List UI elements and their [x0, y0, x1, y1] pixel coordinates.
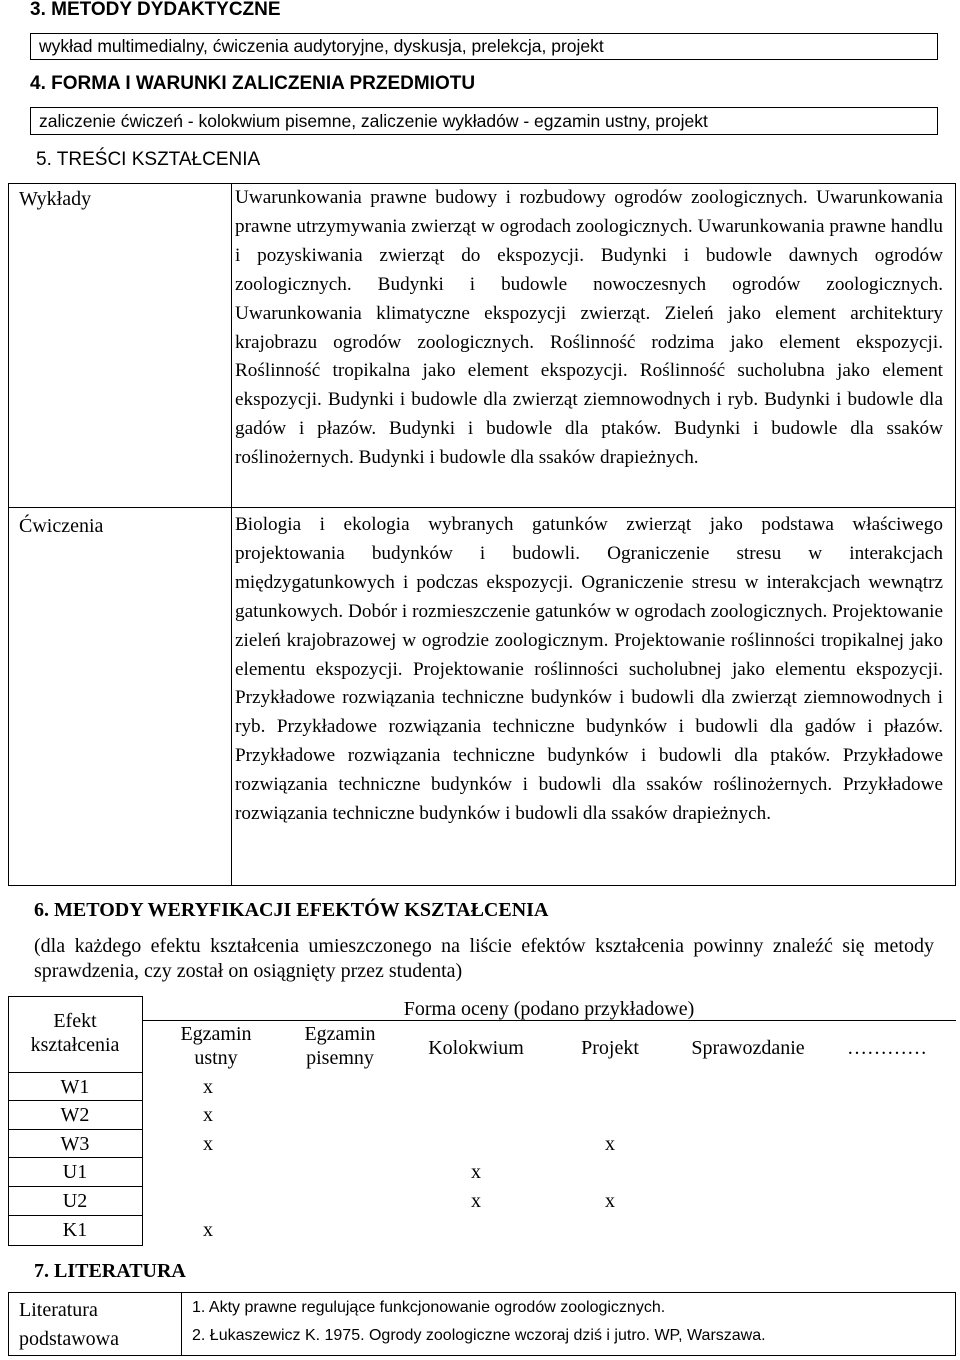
exercises-label: Ćwiczenia: [19, 515, 104, 537]
assessment-mark: x: [471, 1161, 481, 1183]
table-divider: [9, 507, 955, 508]
section-6-heading: 6. METODY WERYFIKACJI EFEKTÓW KSZTAŁCENIA: [34, 899, 549, 921]
literature-item: 1. Akty prawne regulujące funkcjonowanie ogrodów zoologicznych.: [192, 1299, 666, 1316]
effect-code: U2: [62, 1190, 88, 1212]
effect-code: U1: [62, 1161, 88, 1183]
section-6-note: (dla każdego efektu kształcenia umieszczonego na liście efektów kształcenia powinny znaleźć się metody sprawdzenia, czy został on osiągnięty przez studenta): [34, 935, 934, 982]
table-divider: [181, 1293, 182, 1355]
assessment-mark: x: [605, 1133, 615, 1155]
assessment-form-header: Forma oceny (podano przykładowe): [403, 998, 695, 1020]
course-content-table: [8, 183, 956, 886]
literature-item: 2. Łukaszewicz K. 1975. Ogrody zoologiczne wczoraj dziś i jutro. WP, Warszawa.: [192, 1327, 766, 1344]
assessment-mark: x: [605, 1190, 615, 1212]
literature-table: [8, 1292, 956, 1356]
section-4-content: zaliczenie ćwiczeń - kolokwium pisemne, zaliczenie wykładów - egzamin ustny, projekt: [30, 107, 938, 135]
lectures-label: Wykłady: [19, 188, 92, 210]
section-3-heading: 3. METODY DYDAKTYCZNE: [30, 0, 281, 20]
effect-code: K1: [62, 1219, 88, 1241]
basic-literature-label: Literatura podstawowa: [19, 1299, 119, 1350]
section-3-content: wykład multimedialny, ćwiczenia audytoryjne, dyskusja, prelekcja, projekt: [30, 33, 938, 60]
table-divider: [231, 184, 232, 885]
effect-code: W3: [60, 1133, 90, 1155]
lectures-content: Uwarunkowania prawne budowy i rozbudowy ogrodów zoologicznych. Uwarunkowania prawne utrzymywania zwierząt w ogrodach zoologicznych. Uwarunkowania prawne handlu i pozyskiwania zwierząt do ekspozycji. Budynki i budowle dawnych ogrodów zoologicznych. Budynki i budowle nowoczesnych ogrodów zoologicznych. Uwarunkowania klimatyczne ekspozycji zwierząt. Zieleń jako element architektury krajobrazu ogrodów zoologicznych. Roślinność rodzima jako element ekspozycji. Roślinność tropikalna jako element ekspozycji. Roślinność sucholubna jako element ekspozycji. Budynki i budowle dla zwierząt ziemnowodnych i ryb. Budynki i budowle dla gadów i płazów. Budynki i budowle dla ptaków. Budynki i budowle dla ssaków roślinożernych. Budynki i budowle dla ssaków drapieżnych.: [235, 187, 943, 469]
effect-code: W2: [60, 1104, 90, 1126]
exercises-content: Biologia i ekologia wybranych gatunków zwierząt jako podstawa właściwego projektowania budynków i budowli. Ograniczenie stresu w interakcjach międzygatunkowych i podczas ekspozycji. Ograniczenie stresu w interakcjach wewnątrz gatunkowych. Dobór i rozmieszczenie gatunków w ogrodach zoologicznych. Projektowanie zieleń krajobrazowej w ogrodzie zoologicznym. Projektowanie roślinności tropikalnej jako elementu ekspozycji. Projektowanie roślinności sucholubnej jako elementu ekspozycji. Przykładowe rozwiązania techniczne budynków i budowli dla zwierząt ziemnowodnych i ryb. Przykładowe rozwiązania techniczne budynków i budowli dla gadów i płazów. Przykładowe rozwiązania techniczne budynków i budowli dla ptaków. Przykładowe rozwiązania techniczne budynków i budowli dla ssaków roślinożernych. Przykładowe rozwiązania techniczne budynków i budowli dla ssaków drapieżnych.: [235, 514, 943, 825]
column-header-report: Sprawozdanie: [691, 1037, 805, 1059]
column-header-colloquium: Kolokwium: [428, 1037, 524, 1059]
column-header-other: …………: [847, 1037, 927, 1059]
column-header-written-exam: Egzamin pisemny: [304, 1023, 376, 1069]
assessment-mark: x: [203, 1133, 213, 1155]
assessment-mark: x: [471, 1190, 481, 1212]
assessment-mark: x: [203, 1076, 213, 1098]
assessment-table: [8, 996, 956, 1246]
assessment-mark: x: [203, 1219, 213, 1241]
assessment-mark: x: [203, 1104, 213, 1126]
section-5-heading: 5. TREŚCI KSZTAŁCENIA: [36, 149, 261, 170]
section-4-heading: 4. FORMA I WARUNKI ZALICZENIA PRZEDMIOTU: [30, 73, 476, 94]
effect-header: Efekt kształcenia: [30, 1010, 120, 1056]
section-7-heading: 7. LITERATURA: [34, 1260, 186, 1282]
effect-code: W1: [60, 1076, 90, 1098]
column-header-project: Projekt: [581, 1037, 639, 1059]
column-header-oral-exam: Egzamin ustny: [180, 1023, 252, 1069]
